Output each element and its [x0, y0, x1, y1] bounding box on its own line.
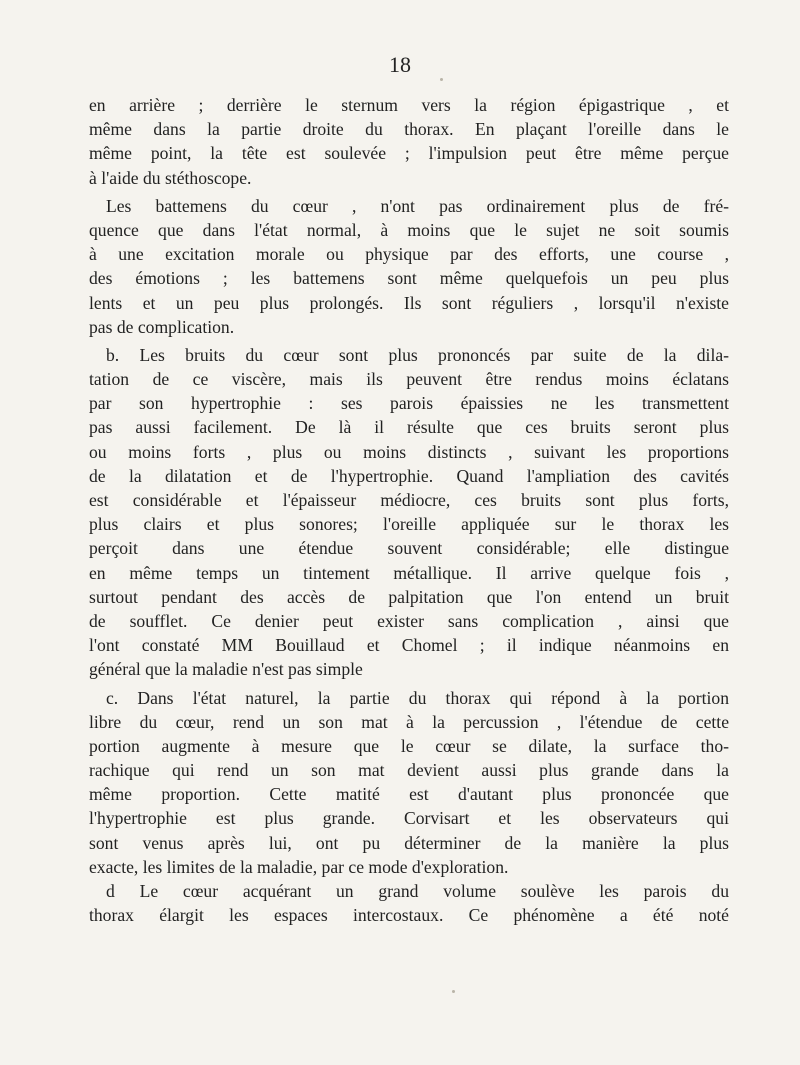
paragraph [89, 343, 729, 682]
text-line: à une excitation morale ou physique par des efforts, une course , [89, 244, 729, 265]
text-line: même point, la tête est soulevée ; l'impulsion peut être même perçue [89, 143, 729, 164]
paper-speck [440, 78, 443, 81]
text-line: en arrière ; derrière le sternum vers la région épigastrique , et [89, 95, 729, 115]
text-line: ou moins forts , plus ou moins distincts , suivant les proportions [89, 441, 729, 462]
text-line: b. Les bruits du cœur sont plus prononcés par suite de la dila- [106, 344, 729, 365]
text-line: portion augmente à mesure que le cœur se dilate, la surface tho- [89, 735, 729, 756]
text-line: même dans la partie droite du thorax. En plaçant l'oreille dans le [89, 119, 729, 140]
text-line: même proportion. Cette matité est d'autant plus prononcée que [89, 784, 729, 805]
text-line: général que la maladie n'est pas simple [89, 659, 363, 680]
text-line: par son hypertrophie : ses parois épaissies ne les transmettent [89, 393, 729, 414]
paragraph [89, 93, 729, 190]
paper-speck [452, 990, 455, 993]
text-line: thorax élargit les espaces intercostaux. Ce phénomène a été noté [89, 905, 729, 926]
body-text [89, 93, 729, 927]
text-line: surtout pendant des accès de palpitation que l'on entend un bruit [89, 586, 729, 607]
text-line: pas aussi facilement. De là il résulte que ces bruits seront plus [89, 417, 729, 438]
text-line: c. Dans l'état naturel, la partie du thorax qui répond à la portion [106, 687, 729, 708]
text-line: l'hypertrophie est plus grande. Corvisart et les observateurs qui [89, 808, 729, 829]
text-line: quence que dans l'état normal, à moins que le sujet ne soit soumis [89, 219, 729, 240]
text-line: pas de complication. [89, 316, 235, 337]
text-line: de soufflet. Ce denier peut exister sans complication , ainsi que [89, 610, 729, 631]
text-line: est considérable et l'épaisseur médiocre, ces bruits sont plus forts, [89, 490, 729, 510]
paragraph [89, 194, 729, 339]
text-line: perçoit dans une étendue souvent considérable; elle distingue [89, 538, 729, 559]
paragraph [89, 686, 729, 880]
text-line: exacte, les limites de la maladie, par ce mode d'exploration. [89, 856, 509, 877]
page-number: 18 [389, 52, 411, 77]
text-line: d Le cœur acquérant un grand volume soulève les parois du [106, 881, 729, 901]
text-line: de la dilatation et de l'hypertrophie. Quand l'ampliation des cavités [89, 465, 729, 486]
text-line: à l'aide du stéthoscope. [89, 167, 252, 188]
text-line: en même temps un tintement métallique. Il arrive quelque fois , [89, 562, 729, 583]
text-line: plus clairs et plus sonores; l'oreille appliquée sur le thorax les [89, 514, 729, 535]
text-line: Les battemens du cœur , n'ont pas ordinairement plus de fré- [106, 195, 729, 216]
text-line: tation de ce viscère, mais ils peuvent être rendus moins éclatans [89, 369, 729, 390]
text-line: l'ont constaté MM Bouillaud et Chomel ; il indique néanmoins en [89, 635, 729, 656]
text-line: des émotions ; les battemens sont même quelquefois un peu plus [89, 268, 729, 289]
text-line: rachique qui rend un son mat devient aussi plus grande dans la [89, 760, 729, 781]
text-line: lents et un peu plus prolongés. Ils sont réguliers , lorsqu'il n'existe [89, 292, 729, 313]
text-line: libre du cœur, rend un son mat à la percussion , l'étendue de cette [89, 711, 729, 732]
paragraph [89, 879, 729, 927]
text-line: sont venus après lui, ont pu déterminer de la manière la plus [89, 832, 729, 853]
